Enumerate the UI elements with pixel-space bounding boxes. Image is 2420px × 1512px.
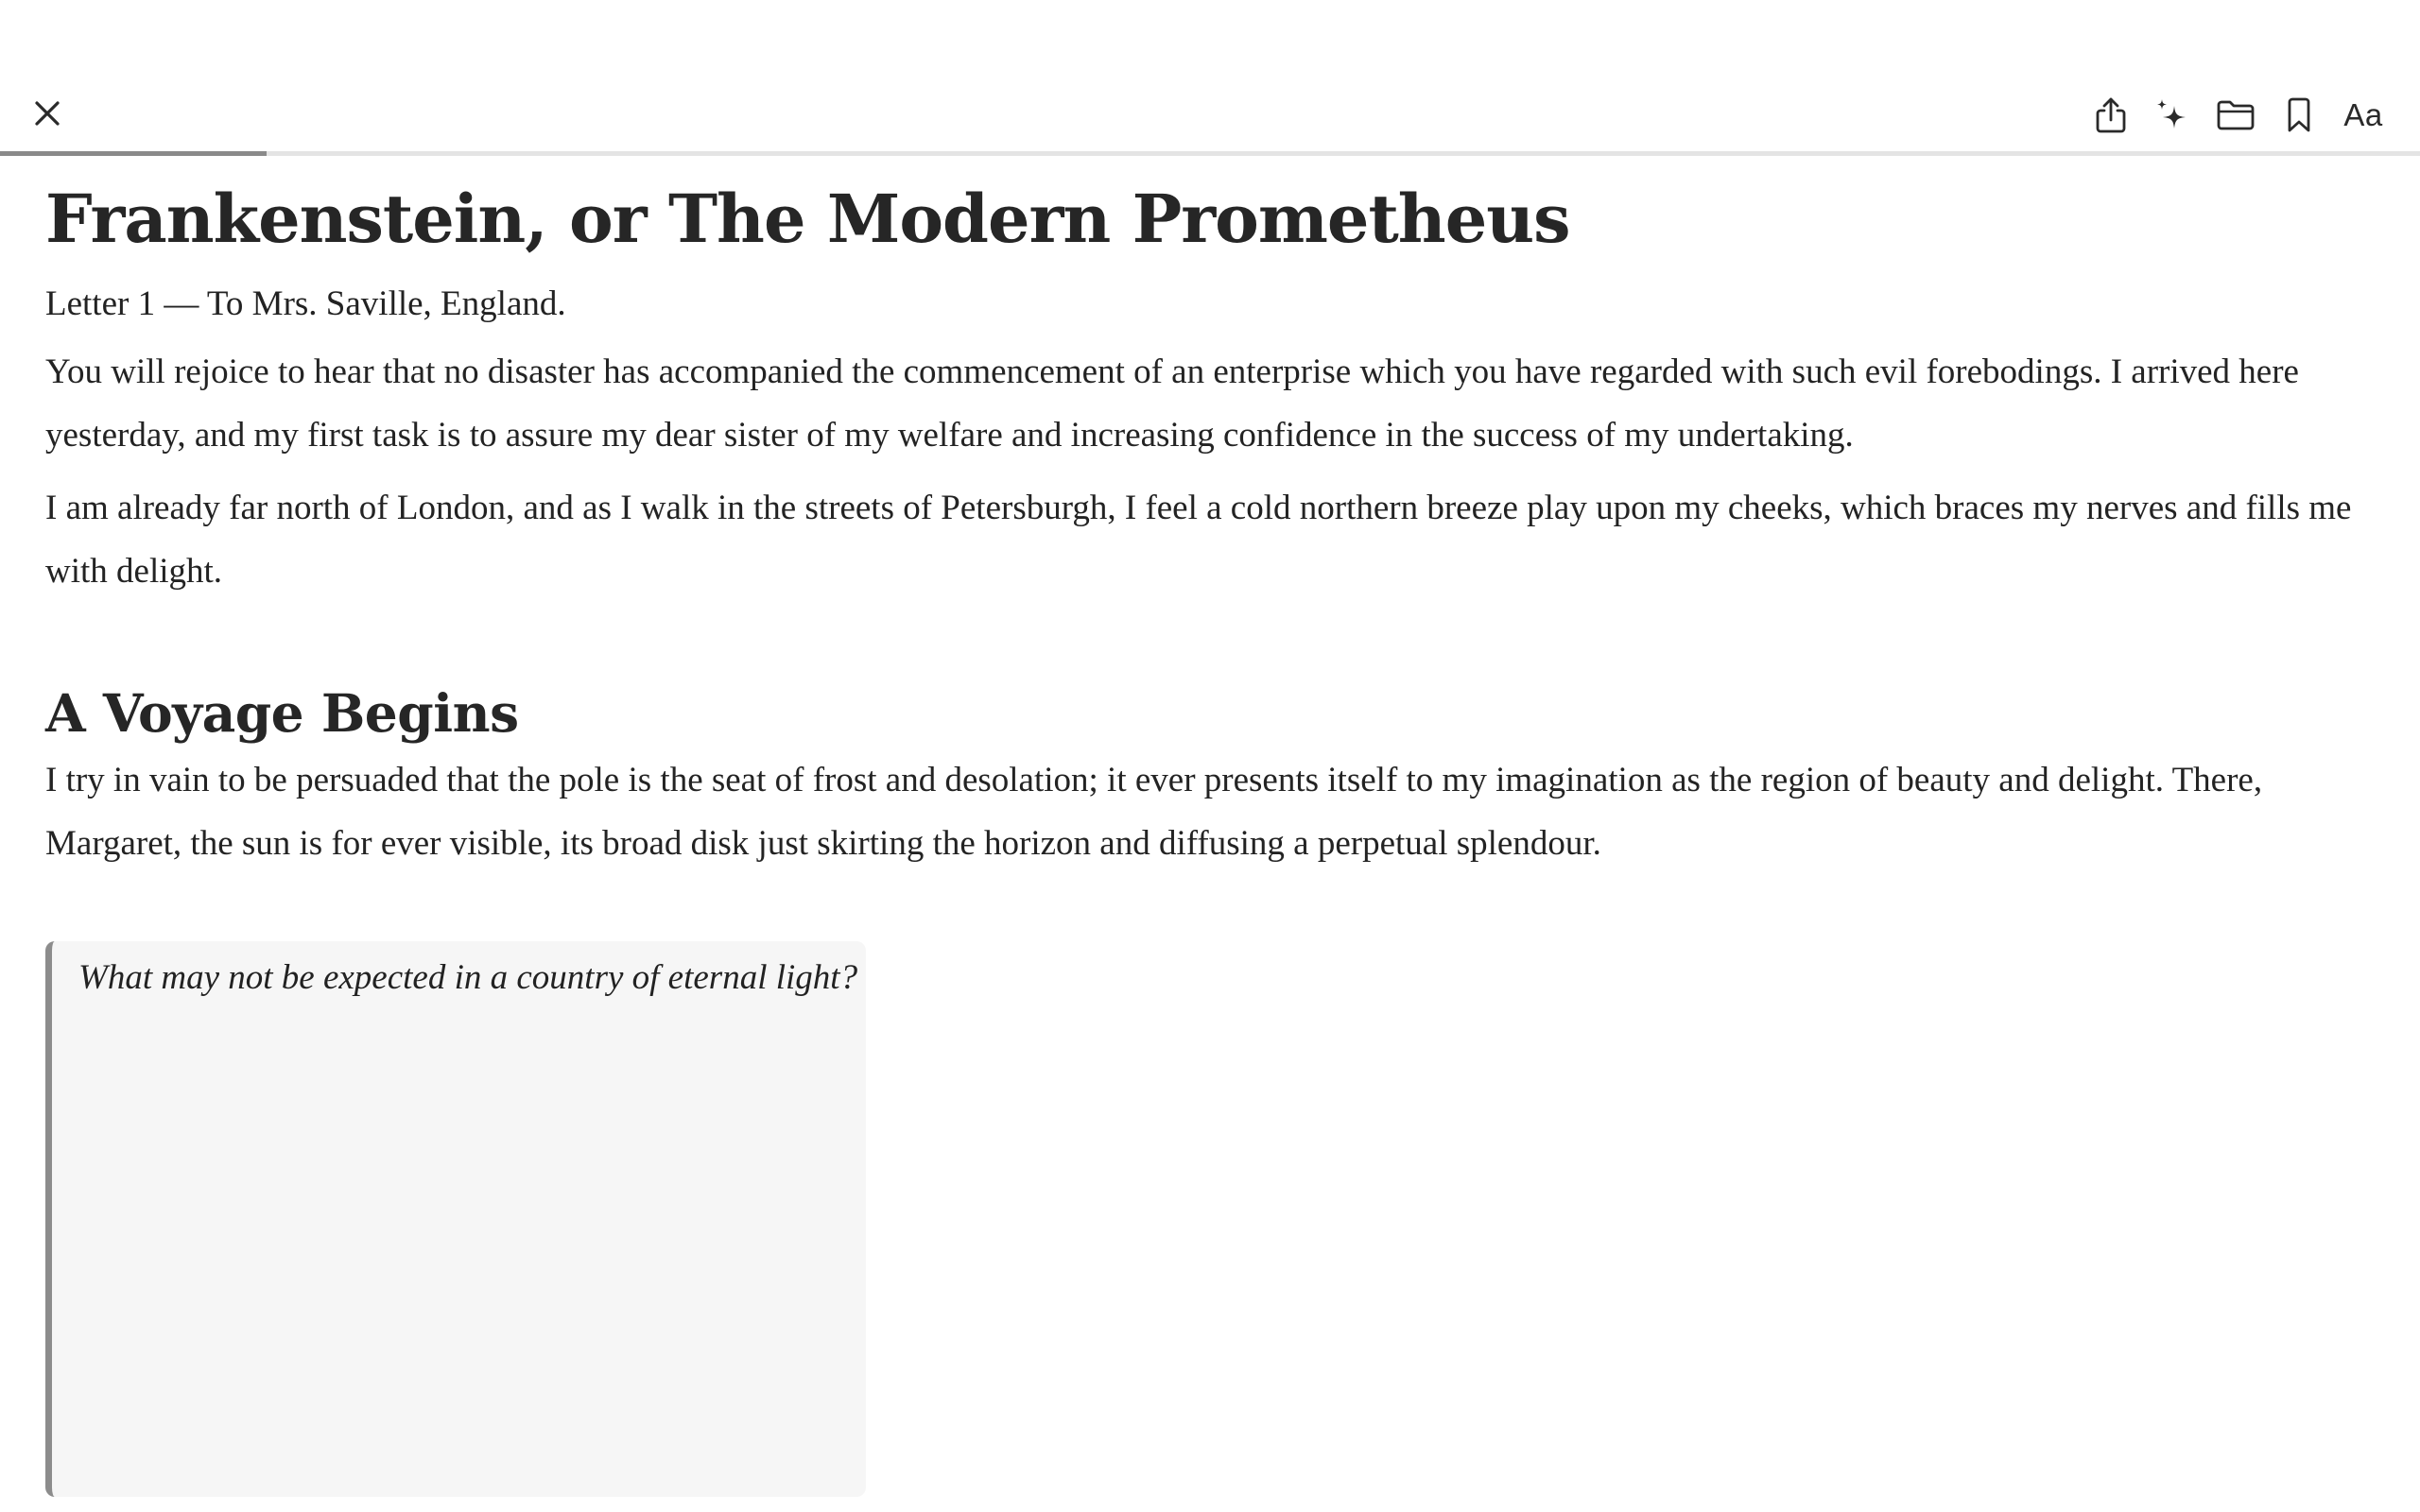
- article-content: [45, 172, 2352, 1497]
- collections-button[interactable]: [2211, 91, 2260, 140]
- paragraph: You will rejoice to hear that no disaster has accompanied the commencement of an enterprise which you have regarded with such evil forebodings. I arrived here yesterday, and my first task is to assure my dear sister of my welfare and increasing confidence in the success of my undertaking.: [45, 352, 2299, 455]
- share-icon: [2094, 96, 2128, 134]
- blockquote-text: What may not be expected in a country of eternal light?: [78, 958, 858, 997]
- reading-progress-bar: [0, 151, 2420, 156]
- close-button[interactable]: [25, 91, 70, 136]
- paragraph: I try in vain to be persuaded that the pole is the seat of frost and desolation; it ever presents itself to my imagination as the region of beauty and delight. There, Margaret, the sun is for ever visible, its broad disk just skirting the horizon and diffusing a perpetual splendour.: [45, 761, 2263, 863]
- section-heading: A Voyage Begins: [45, 682, 519, 744]
- article-subtitle: Letter 1 — To Mrs. Saville, England.: [45, 284, 566, 323]
- blockquote: [45, 941, 866, 1497]
- bookmark-icon: [2286, 97, 2312, 133]
- paragraph: I am already far north of London, and as I walk in the streets of Petersburgh, I feel a cold northern breeze play upon my cheeks, which braces my nerves and fills me with delight.: [45, 489, 2352, 591]
- bookmark-button[interactable]: [2274, 91, 2324, 140]
- close-icon: [34, 100, 60, 127]
- ai-assistant-button[interactable]: [2148, 91, 2197, 140]
- article-title: Frankenstein, or The Modern Prometheus: [45, 180, 1570, 258]
- folder-icon: [2216, 99, 2256, 131]
- share-button[interactable]: [2086, 91, 2135, 140]
- font-settings-button[interactable]: Aa: [2343, 97, 2383, 132]
- sparkle-icon: [2153, 96, 2191, 134]
- reader-toolbar: [0, 0, 2420, 155]
- reading-progress-fill: [0, 151, 267, 156]
